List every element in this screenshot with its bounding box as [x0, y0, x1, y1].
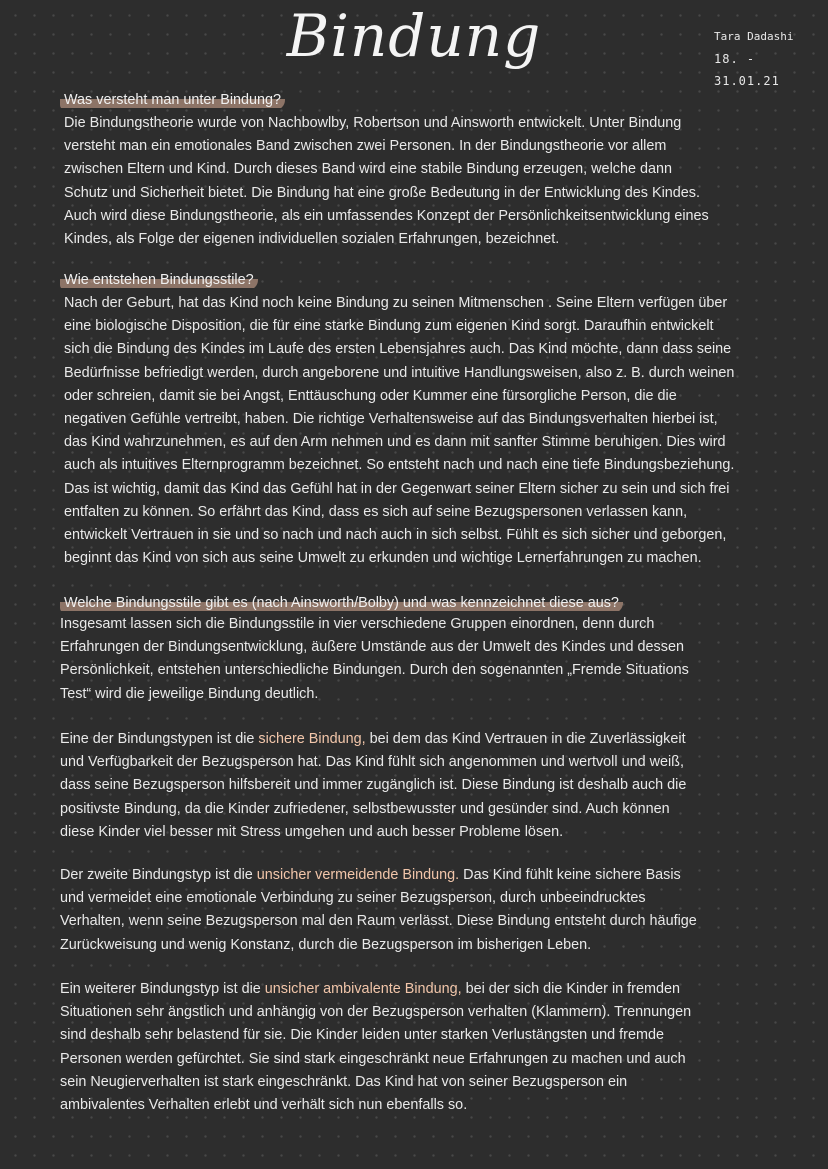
section-heading: Wie entstehen Bindungsstile?: [60, 270, 258, 290]
section-heading: Was versteht man unter Bindung?: [60, 90, 285, 110]
date-range: 18. - 31.01.21: [714, 52, 780, 88]
type-intro: Der zweite Bindungstyp ist die: [60, 867, 257, 883]
type-highlight: unsicher vermeidende Bindung.: [256, 867, 460, 883]
type-highlight: sichere Bindung,: [258, 731, 366, 747]
author-block: [714, 26, 814, 92]
author-name: Tara Dadashi: [714, 30, 794, 43]
type-unsicher-ambivalent: [60, 978, 691, 1117]
section-text: Die Bindungstheorie wurde von Nachbowlby, Robertson und Ainsworth entwickelt. Unter Bindung versteht man ein emotionales Band zwischen zwei Personen. In der Bindungstheorie vor allem zwischen Eltern und Kind. Durch dieses Band wird eine stabile Bindung erzeugen, welche dann Schutz und Sicherheit bietet. Die Bindung hat eine große Bedeutung in der Entwicklung des Kindes. Auch wird diese Bindungstheorie, als ein umfassendes Konzept der Persönlichkeitsentwicklung eines Kindes, als Folge der eigenen individuellen sozialen Erfahrungen, bezeichnet.: [64, 115, 709, 248]
section-bindung: [60, 90, 709, 251]
section-text: Insgesamt lassen sich die Bindungsstile in vier verschiedene Gruppen einordnen, denn durch Erfahrungen der Bindungsentwicklung, äußere Umstände aus der Umwelt des Kindes und dessen Persönlichkeit, entstehen unterschiedliche Bindungen. Durch den sogenannten „Fremde Situations Test“ wird die jeweilige Bindung deutlich.: [60, 616, 689, 702]
type-text: Das Kind fühlt keine sichere Basis und vermeidet eine emotionale Verbindung zu seiner Bezugsperson, durch unbeeindrucktes Verhalten, wenn seine Bezugsperson mal den Raum verlässt. Diese Bindung entsteht durch häufige Zurückweisung und wenig Konstanz, durch die Bezugsperson im bisherigen Leben.: [60, 867, 697, 953]
type-text: bei dem das Kind Vertrauen in die Zuverlässigkeit und Verfügbarkeit der Bezugsperson hat. Das Kind fühlt sich angenommen und wertvoll und weiß, dass seine Bezugsperson hilfsbereit und immer zugänglich ist. Diese Bindung ist deshalb auch die positivste Bindung, da die Kinder zufriedener, selbstbewusster und gesünder sind. Auch können diese Kinder viel besser mit Stress umgehen und auch besser Probleme lösen.: [60, 731, 687, 840]
section-bindungsstile: [60, 270, 734, 570]
type-unsicher-vermeidend: [60, 864, 697, 957]
type-intro: Eine der Bindungstypen ist die: [60, 731, 259, 747]
section-text: Nach der Geburt, hat das Kind noch keine Bindung zu seinen Mitmenschen . Seine Eltern verfügen über eine biologische Disposition, die für eine starke Bindung zum eigenen Kind sorgt. Daraufhin entwickelt sich die Bindung des Kindes im Laufe des ersten Lebensjahres auch. Das Kind möchte, dann dass seine Bedürfnisse befriedigt werden, durch angeborene und intuitive Handlungsweisen, also z. B. durch weinen oder schreien, damit sie bei Angst, Enttäuschung oder Kummer eine fürsorgliche Person, die die negativen Gefühle vertreibt, haben. Die richtige Verhaltensweise auf das Bindungsverhalten hierbei ist, das Kind wahrzunehmen, es auf den Arm nehmen und es dann mit sanfter Stimme beruhigen. Dies wird auch als intuitives Elternprogramm bezeichnet. So entsteht nach und nach eine tiefe Bindungsbeziehung. Das ist wichtig, damit das Kind das Gefühl hat in der Gegenwart seiner Eltern sicher zu sein und sich frei entfalten zu können. So erfährt das Kind, dass es sich auf seine Bezugspersonen verlassen kann, entwickelt Vertrauen in sie und so nach und nach auch in sich selbst. Fühlt es sich sicher und geborgen, beginnt das Kind von sich aus seine Umwelt zu erkunden und wichtige Lernerfahrungen zu machen.: [64, 295, 735, 567]
section-welche-bindungsstile: [60, 593, 689, 706]
type-highlight: unsicher ambivalente Bindung,: [264, 981, 462, 997]
type-sichere-bindung: [60, 728, 686, 844]
type-intro: Ein weiterer Bindungstyp ist die: [60, 981, 265, 997]
type-text: bei der sich die Kinder in fremden Situationen sehr ängstlich und anhängig von der Bezugsperson verhalten (Klammern). Trennungen sind deshalb sehr belastend für sie. Die Kinder leiden unter starken Verlustängsten und fremde Personen werden gefürchtet. Sie sind stark eingeschränkt neue Erfahrungen zu machen und auch sein Neugierverhalten ist stark eingeschränkt. Das Kind hat von seiner Bezugsperson ein ambivalentes Verhalten erlebt und verhält sich nun ebenfalls so.: [60, 981, 692, 1114]
section-heading: Welche Bindungsstile gibt es (nach Ainsworth/Bolby) und was kennzeichnet diese aus?: [60, 593, 623, 613]
page-title: Bindung: [286, 2, 542, 70]
